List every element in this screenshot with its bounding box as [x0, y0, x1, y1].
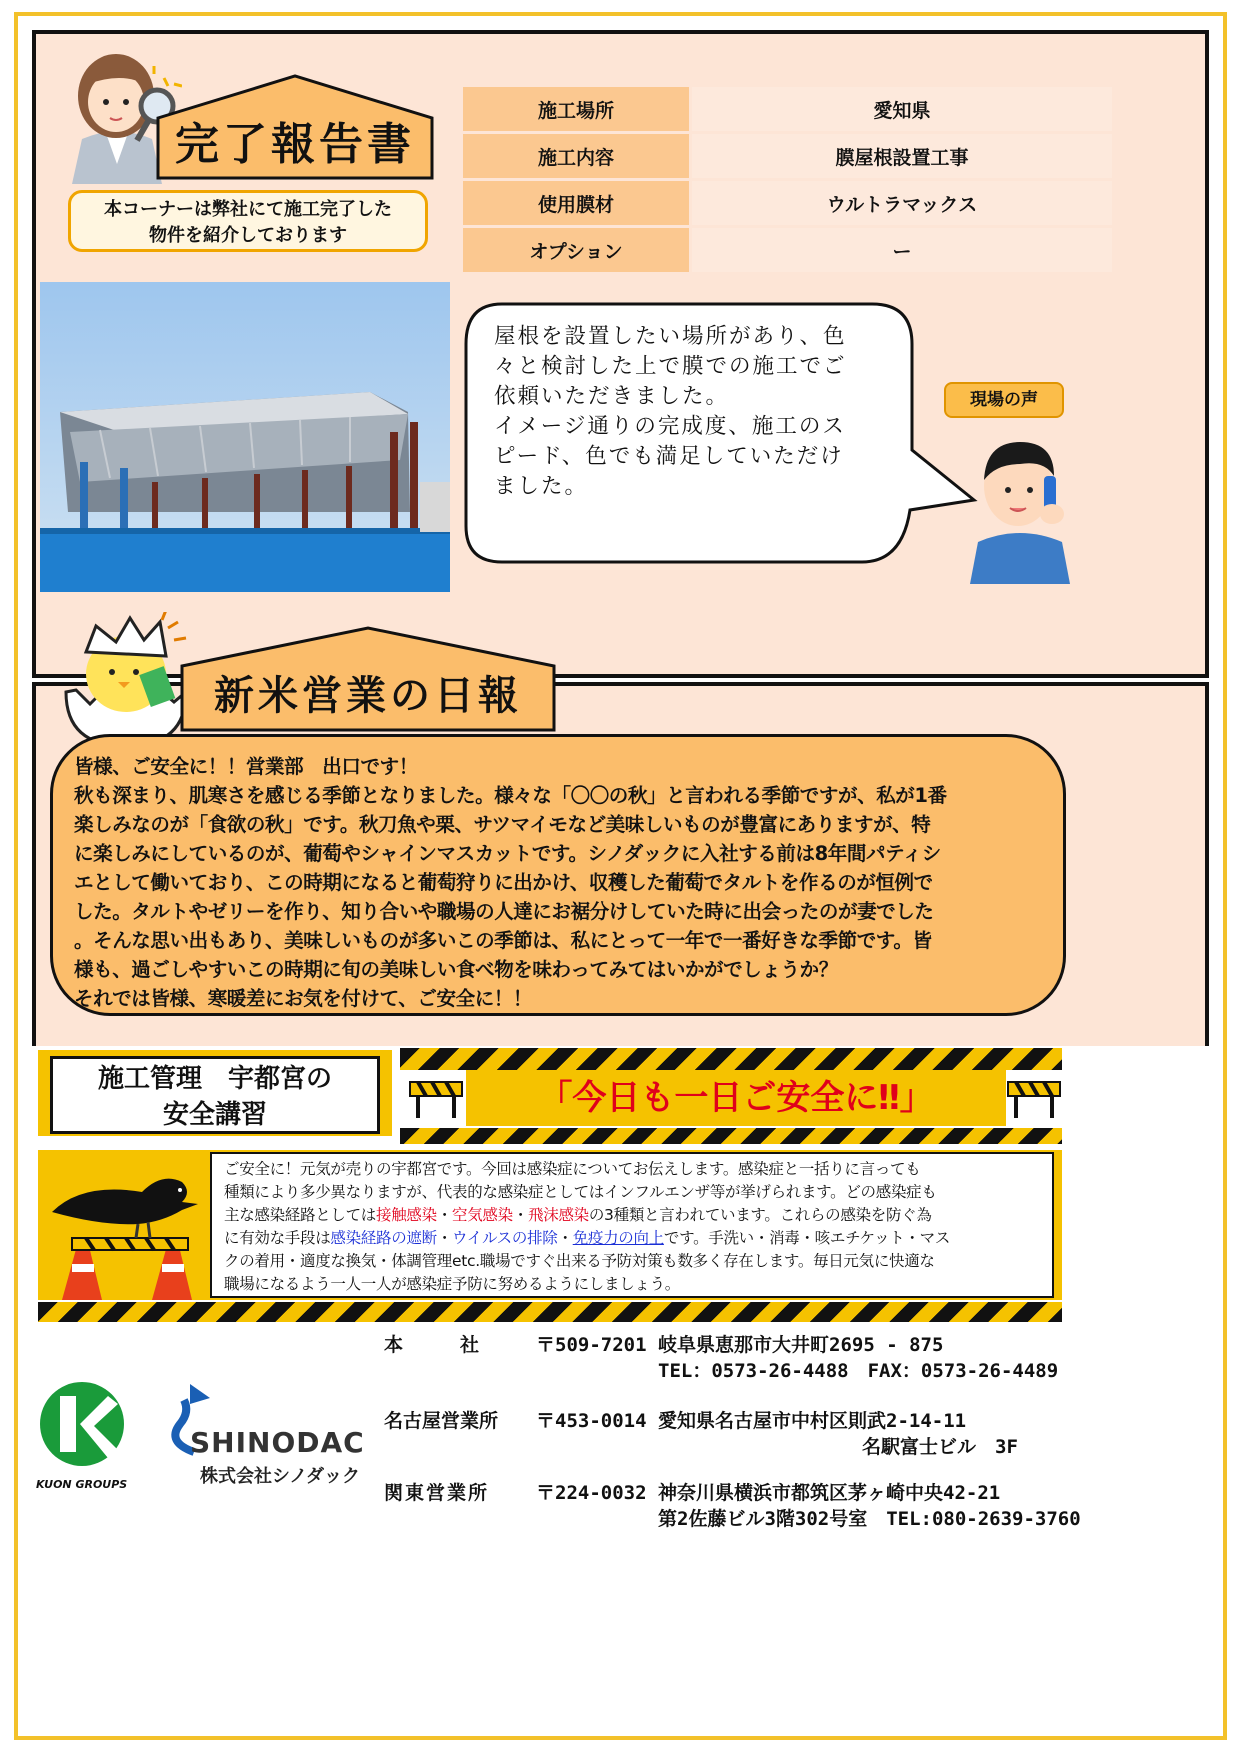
voice-line: イメージ通りの完成度、施工のス	[494, 414, 846, 439]
measure-immunity: 免疫力の向上	[572, 1229, 664, 1247]
separator: ・	[436, 1206, 453, 1224]
row-value: 愛知県	[691, 86, 1114, 133]
office-address: 神奈川県横浜市都筑区茅ヶ崎中央42-21	[658, 1482, 1001, 1504]
hazard-stripe-mid	[400, 1128, 1062, 1144]
report-title: 完了報告書	[175, 119, 415, 170]
office-zip: 〒509-7201	[536, 1334, 647, 1356]
membrane-roof-photo	[40, 282, 450, 592]
table-row	[462, 86, 1114, 133]
safety-text	[224, 1158, 1052, 1296]
route-contact: 接触感染	[376, 1206, 437, 1224]
shinodac-jp-name: 株式会社シノダック	[200, 1466, 361, 1487]
office-address: 岐阜県恵那市大井町2695 - 875	[658, 1334, 944, 1356]
intro-line-1: 本コーナーは弊社にて施工完了した	[104, 199, 392, 220]
safety-heading-line1: 施工管理 宇都宮の	[97, 1064, 332, 1094]
diary-line: に楽しみにしているのが、葡萄やシャインマスカットです。シノダックに入社する前は8年間パティシ	[74, 842, 941, 865]
safety-text-span: 主な感染経路としては	[224, 1206, 377, 1224]
info-table	[460, 84, 1115, 275]
safety-text-span: です。手洗い・消毒・咳エチケット・マス	[663, 1229, 951, 1247]
safety-line: クの着用・適度な換気・体調管理etc.職場ですぐ出来る予防対策も数多く存在します。毎日元気に快適な	[224, 1252, 935, 1270]
diary-line: 楽しみなのが「食欲の秋」です。秋刀魚や栗、サツマイモなど美味しいものが豊富にありますが、特	[74, 813, 931, 836]
safety-heading-box	[50, 1056, 380, 1134]
diary-line: 秋も深まり、肌寒さを感じる季節となりました。様々な「〇〇の秋」と言われる季節ですが、私が1番	[74, 784, 947, 807]
row-label: 施工内容	[462, 133, 691, 180]
separator: ・	[557, 1229, 573, 1247]
safety-heading-line2: 安全講習	[162, 1100, 267, 1130]
row-label: 使用膜材	[462, 180, 691, 227]
table-row	[462, 133, 1114, 180]
measure-remove-virus: ウイルスの排除	[452, 1229, 558, 1247]
voice-line: 依頼いただきました。	[494, 384, 730, 409]
route-air: 空気感染	[452, 1206, 513, 1224]
safety-line	[224, 1204, 1052, 1227]
safety-line	[224, 1227, 1052, 1250]
separator: ・	[436, 1229, 453, 1247]
office-zip: 〒224-0032	[536, 1482, 647, 1504]
intro-box	[68, 190, 428, 252]
diary-title: 新米営業の日報	[214, 673, 522, 719]
safety-line: ご安全に！元気が売りの宇都宮です。今回は感染症についてお伝えします。感染症と一括りに言っても	[224, 1160, 921, 1178]
voice-line: 々と検討した上で膜での施工でご	[494, 354, 847, 379]
kuon-logo	[36, 1378, 136, 1474]
voice-text	[494, 322, 904, 502]
safety-line: 種類により多少異なりますが、代表的な感染症としてはインフルエンザ等が挙げられます。どの感染症も	[224, 1183, 937, 1201]
office-address: 愛知県名古屋市中村区則武2-14-11	[658, 1410, 967, 1432]
route-droplet: 飛沫感染	[528, 1206, 589, 1224]
intro-line-2: 物件を紹介しております	[149, 225, 347, 246]
separator: ・	[512, 1206, 529, 1224]
diary-line: した。タルトやゼリーを作り、知り合いや職場の人達にお裾分けしていた時に出会ったのが妻でした	[74, 900, 934, 923]
diary-line: それでは皆様、寒暖差にお気を付けて、ご安全に！！	[74, 987, 533, 1010]
row-label: 施工場所	[462, 86, 691, 133]
office-zip: 〒453-0014	[536, 1410, 647, 1432]
table-row	[462, 227, 1114, 274]
diary-line: エとして働いており、この時期になると葡萄狩りに出かけ、収穫した葡萄でタルトを作るのが恒例で	[74, 871, 933, 894]
measure-block-route: 感染経路の遮断	[330, 1229, 437, 1247]
kuon-caption: KUON GROUPS	[36, 1478, 128, 1491]
shinodac-name: SHINODAC	[190, 1426, 365, 1459]
hazard-stripe-bottom	[38, 1302, 1062, 1322]
safety-line: 職場になるよう一人一人が感染症予防に努めるようにしましょう。	[224, 1275, 681, 1293]
diary-line: 。そんな思い出もあり、美味しいものが多いこの季節は、私にとって一年で一番好きな季節です。皆	[74, 929, 932, 952]
row-value: ー	[691, 227, 1114, 274]
office-phone: TEL：0573-26-4488 FAX：0573-26-4489	[658, 1360, 1059, 1382]
diary-line: 様も、過ごしやすいこの時期に旬の美味しい食べ物を味わってみてはいかがでしょうか？	[74, 958, 838, 981]
safety-text-span: に有効な手段は	[224, 1229, 331, 1247]
row-value: ウルトラマックス	[691, 180, 1114, 227]
office-building-phone: 第2佐藤ビル3階302号室 TEL:080-2639-3760	[658, 1508, 1081, 1530]
crow-cones-illustration	[42, 1152, 202, 1302]
hazard-stripe-top	[400, 1048, 1062, 1070]
office-name-kanto: 関東営業所	[384, 1482, 490, 1504]
diary-text	[74, 752, 1054, 1013]
row-label: オプション	[462, 227, 691, 274]
safety-text-span: の3種類と言われています。これらの感染を防ぐ為	[588, 1206, 932, 1224]
safety-slogan: 「今日も一日ご安全に‼」	[466, 1070, 1006, 1126]
diary-line: 皆様、ご安全に！！営業部 出口です！	[74, 755, 418, 778]
voice-line: 屋根を設置したい場所があり、色	[494, 324, 847, 349]
office-building: 名駅富士ビル 3F	[862, 1436, 1018, 1458]
voice-line: ピード、色でも満足していただけ	[494, 444, 844, 469]
man-phone-illustration	[960, 424, 1080, 584]
office-name-head: 本 社	[384, 1334, 480, 1356]
row-value: 膜屋根設置工事	[691, 133, 1114, 180]
barrier-icon	[408, 1076, 464, 1120]
voice-label-badge: 現場の声	[944, 382, 1064, 418]
office-name-nagoya: 名古屋営業所	[384, 1410, 499, 1432]
barrier-icon	[1006, 1076, 1062, 1120]
table-row	[462, 180, 1114, 227]
voice-line: ました。	[494, 474, 589, 499]
